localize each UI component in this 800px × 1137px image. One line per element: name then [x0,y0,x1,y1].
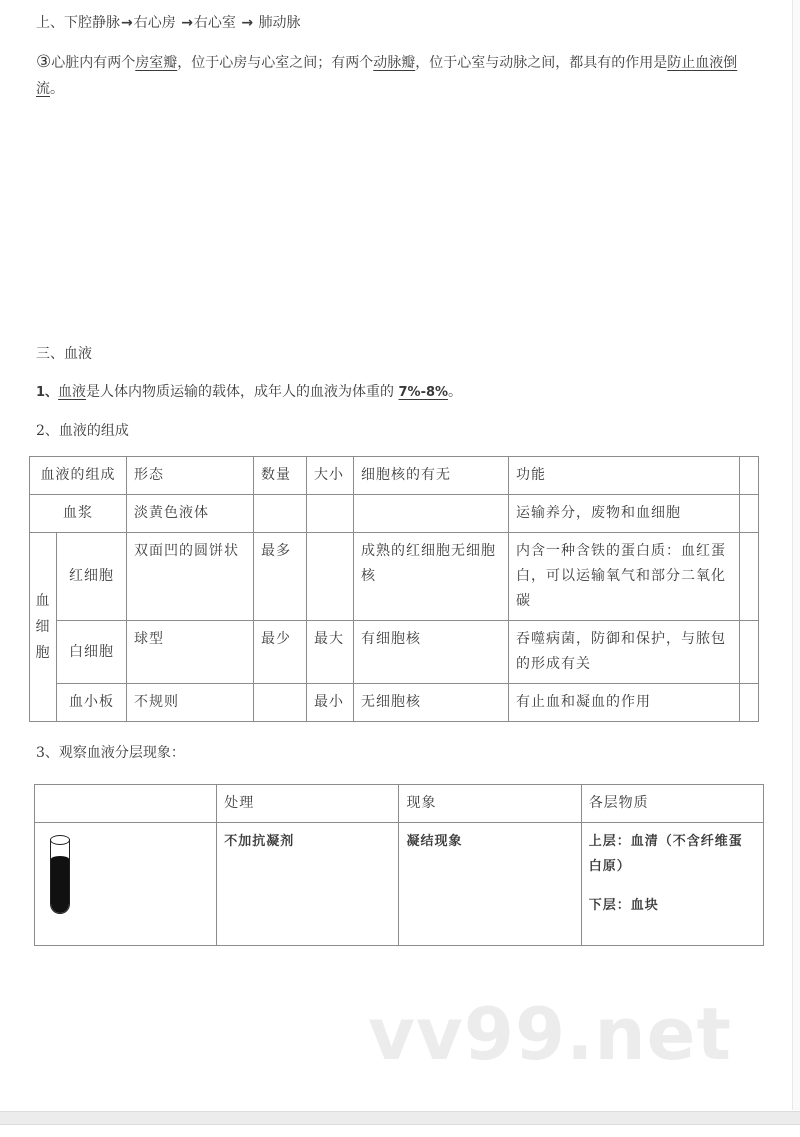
shape-cell: 不规则 [127,684,254,722]
header-cell: 形态 [127,457,254,495]
table-header-row [35,785,764,823]
nucleus-cell: 成熟的红细胞无细胞核 [354,533,509,621]
size-cell [307,495,354,533]
header-cell: 功能 [509,457,740,495]
arrow-right-icon: → [181,15,193,31]
composition-heading: 2、血液的组成 [36,423,129,439]
label-char: 血 [35,593,51,609]
upper-layer: 上层：血清（不含纤维蛋白原） [588,834,743,874]
arrow-right-icon: → [241,15,254,31]
function-cell: 内含一种含铁的蛋白质：血红蛋白，可以运输氧气和部分二氧化碳 [509,533,740,621]
path-step: 右心房 [133,15,176,31]
percentage-value: 7%-8% [398,385,449,400]
empty-cell [740,684,759,722]
table-row [30,533,759,621]
nucleus-cell: 有细胞核 [354,621,509,684]
text: ，位于心房与心室之间；有两个 [177,55,374,71]
count-cell [254,684,307,722]
phenomenon-cell: 凝结现象 [399,823,581,946]
component-name: 血小板 [57,684,127,722]
table-row [30,495,759,533]
header-cell: 数量 [254,457,307,495]
watermark: vv99.net [368,992,732,1076]
nucleus-cell: 无细胞核 [354,684,509,722]
pulmonary-circulation-path [36,12,301,34]
text: 是人体内物质运输的载体，成年人的血液为体重的 [86,384,399,400]
label-char: 胞 [35,645,51,661]
table-row [35,823,764,946]
component-name: 红细胞 [57,533,127,621]
label-char: 细 [35,619,51,635]
term-underlined: 血液 [58,384,87,400]
header-cell: 各层物质 [581,785,763,823]
treatment-cell: 不加抗凝剂 [217,823,399,946]
section-title: 三、血液 [36,346,92,362]
table-row [30,621,759,684]
layers-cell [581,823,763,946]
term-underlined: 动脉瓣 [373,55,416,71]
blood-composition-table [29,456,759,722]
page-separator [0,1111,800,1125]
component-name: 血浆 [30,495,127,533]
test-tube-icon [50,835,70,917]
nucleus-cell [354,495,509,533]
shape-cell: 淡黄色液体 [127,495,254,533]
header-cell: 现象 [399,785,581,823]
valves-paragraph [36,49,756,102]
term-underlined: 防止血液倒流 [36,55,738,97]
path-step: 肺动脉 [258,15,301,31]
header-cell: 血液的组成 [30,457,127,495]
image-cell [35,823,217,946]
empty-cell [740,621,759,684]
table-row [30,684,759,722]
shape-cell: 球型 [127,621,254,684]
count-cell: 最多 [254,533,307,621]
count-cell [254,495,307,533]
blood-cells-group-label [30,533,57,722]
size-cell: 最小 [307,684,354,722]
shape-cell: 双面凹的圆饼状 [127,533,254,621]
header-cell: 大小 [307,457,354,495]
header-cell: 细胞核的有无 [354,457,509,495]
circled-number: ③ [36,52,52,72]
text: ，位于心室与动脉之间，都具有的作用是 [415,55,668,71]
header-cell: 处理 [217,785,399,823]
count-cell: 最少 [254,621,307,684]
text: 。 [50,81,64,97]
term-underlined: 房室瓣 [135,55,178,71]
text: 心脏内有两个 [51,55,136,71]
header-cell-empty [740,457,759,495]
function-cell: 吞噬病菌，防御和保护，与脓包的形成有关 [509,621,740,684]
size-cell: 最大 [307,621,354,684]
header-cell-empty [35,785,217,823]
arrow-right-icon: → [121,15,133,31]
blood-layering-table [34,784,764,946]
blood-definition [36,381,462,404]
path-step: 右心室 [193,15,236,31]
heading-text: 3、观察血液分层现象： [36,745,185,761]
lower-layer: 下层：血块 [588,898,659,913]
component-name: 白细胞 [57,621,127,684]
text: 。 [448,384,463,400]
layering-heading [36,742,185,764]
empty-cell [740,495,759,533]
size-cell [307,533,354,621]
item-number: 1、 [36,385,59,400]
table-header-row [30,457,759,495]
path-start: 上、下腔静脉 [36,15,120,31]
function-cell: 运输养分，废物和血细胞 [509,495,740,533]
function-cell: 有止血和凝血的作用 [509,684,740,722]
page-edge [792,0,800,1110]
empty-cell [740,533,759,621]
